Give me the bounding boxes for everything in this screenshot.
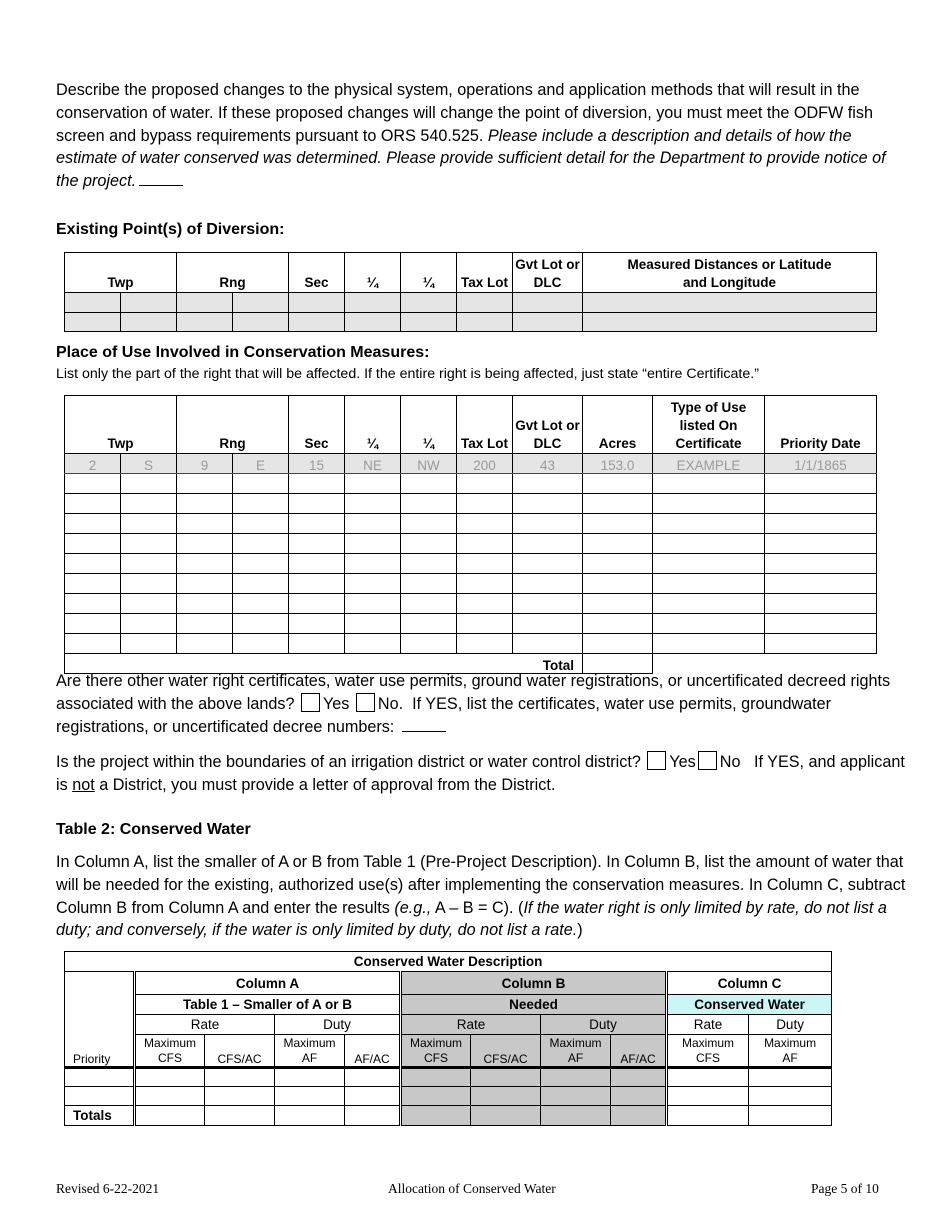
other-rights-no-checkbox[interactable] xyxy=(356,693,375,712)
description-blank-field[interactable] xyxy=(139,171,183,186)
pod-col-twp: Twp xyxy=(65,253,177,293)
column-b-header: Column B xyxy=(401,972,667,995)
conserved-water-table: Conserved Water Description Column A Column B Column C Table 1 – Smaller of A or B Needed Conserved Water Rate Duty Rate Duty Rate Duty Priority Maximum CFS CFS/AC Maximum AF AF/AC Maximum CFS CFS/AC Maximum AF AF/AC Maximum CFS Maximum AF Totals xyxy=(64,951,832,1126)
table-row xyxy=(65,1087,832,1106)
district-no-checkbox[interactable] xyxy=(698,751,717,770)
column-b-subheader: Needed xyxy=(401,995,667,1015)
pou-col-sec: Sec xyxy=(289,396,345,454)
pod-table xyxy=(64,252,877,332)
pou-col-twp: Twp xyxy=(65,396,177,454)
pod-col-qq1: ¼ xyxy=(345,253,401,293)
table-row xyxy=(65,514,877,534)
pou-note: List only the part of the right that will be affected. If the entire right is being affected, just state “entire Certificate.” xyxy=(56,366,759,382)
totals-row xyxy=(65,1106,832,1126)
table-row xyxy=(65,293,877,313)
pou-col-priority-date: Priority Date xyxy=(765,396,877,454)
table2-heading: Table 2: Conserved Water xyxy=(56,821,251,838)
table-row xyxy=(65,474,877,494)
district-question: Is the project within the boundaries of an irrigation district or water control district? Yes No If YES, and applicant is not a District, you must provide a letter of approval from the District. xyxy=(56,753,905,794)
pou-col-acres: Acres xyxy=(583,396,653,454)
table2-title: Conserved Water Description xyxy=(65,952,832,972)
other-rights-yes-checkbox[interactable] xyxy=(301,693,320,712)
table-row xyxy=(65,574,877,594)
pod-col-rng: Rng xyxy=(177,253,289,293)
table-row xyxy=(65,614,877,634)
pod-col-measured: Measured Distances or Latitude and Longitude xyxy=(583,253,877,293)
other-rights-question: Are there other water right certificates, water use permits, ground water registrations, or uncertificated decreed rights associated with the above lands? Yes No. If YES, list the certificates, water use permits, groundwater registrations, or uncertificated decree numbers: xyxy=(56,672,891,736)
pod-col-gvt-lot: Gvt Lot or DLC xyxy=(513,253,583,293)
pou-heading: Place of Use Involved in Conservation Measures: xyxy=(56,344,430,361)
priority-header: Priority xyxy=(65,1035,135,1068)
example-row: 2 S 9 E 15 NE NW 200 43 153.0 EXAMPLE 1/1/1865 xyxy=(65,454,877,474)
pod-col-tax-lot: Tax Lot xyxy=(457,253,513,293)
table-row xyxy=(65,534,877,554)
table-row xyxy=(65,494,877,514)
intro-text: Describe the proposed changes to the physical system, operations and application methods that will result in the conservation of water. If these proposed changes will change the point of diversion, you must meet the ODFW fish screen and bypass requirements pursuant to ORS 540.525. xyxy=(56,81,873,145)
table-row xyxy=(65,634,877,654)
column-c-header: Column C xyxy=(667,972,832,995)
table-row xyxy=(65,594,877,614)
column-a-header: Column A xyxy=(135,972,401,995)
footer-title: Allocation of Conserved Water xyxy=(388,1181,556,1196)
table-row xyxy=(65,1068,832,1087)
pou-col-tax-lot: Tax Lot xyxy=(457,396,513,454)
column-a-subheader: Table 1 – Smaller of A or B xyxy=(135,995,401,1015)
pou-col-rng: Rng xyxy=(177,396,289,454)
pou-col-qq1: ¼ xyxy=(345,396,401,454)
table2-instructions: In Column A, list the smaller of A or B from Table 1 (Pre-Project Description). In Column B, list the amount of water that will be needed for the existing, authorized use(s) after implementing the conservation measures. In Column C, subtract Column B from Column A and enter the results (e.g., A – B = C). (If the water right is only limited by rate, do not list a duty; and conversely, if the water is only limited by duty, do not list a rate.) xyxy=(56,853,906,940)
total-label: Total xyxy=(65,654,583,674)
intro-paragraph xyxy=(56,79,906,193)
certificate-numbers-blank[interactable] xyxy=(402,717,446,732)
pou-col-qq2: ¼ xyxy=(401,396,457,454)
pou-table xyxy=(64,395,877,674)
table-row xyxy=(65,313,877,332)
footer-revised: Revised 6-22-2021 xyxy=(56,1181,160,1196)
totals-label: Totals xyxy=(65,1106,135,1126)
table-row xyxy=(65,554,877,574)
pod-col-qq2: ¼ xyxy=(401,253,457,293)
pod-col-sec: Sec xyxy=(289,253,345,293)
column-c-subheader: Conserved Water xyxy=(667,995,832,1015)
pod-heading: Existing Point(s) of Diversion: xyxy=(56,221,285,238)
footer-page-number: Page 5 of 10 xyxy=(811,1181,879,1196)
pou-col-type-of-use: Type of Use listed On Certificate xyxy=(653,396,765,454)
pou-col-gvt-lot: Gvt Lot or DLC xyxy=(513,396,583,454)
intro-italic-text: Please include a description and details of how the estimate of water conserved was determined. Please provide sufficient detail for the Department to provide notice of the project. xyxy=(56,126,886,191)
district-yes-checkbox[interactable] xyxy=(647,751,666,770)
